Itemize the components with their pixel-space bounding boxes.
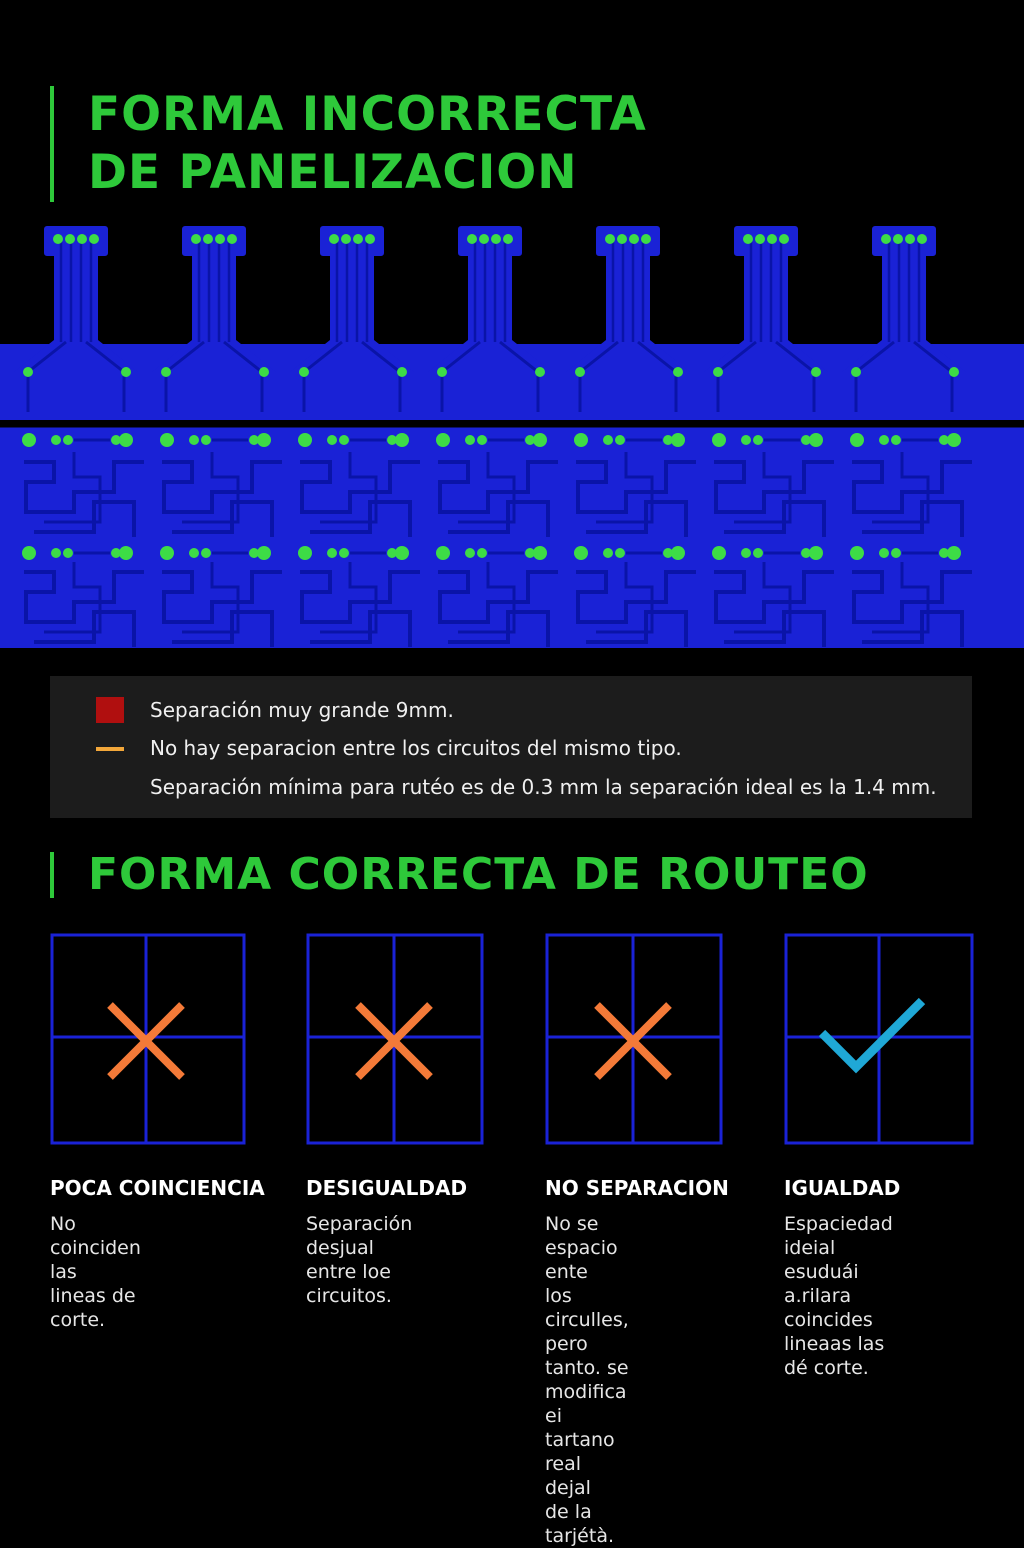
pcb-mid-strip [0, 426, 1024, 648]
card-title: DESIGUALDAD [306, 1176, 468, 1200]
pad [809, 433, 823, 447]
pad [365, 234, 375, 244]
pad [189, 435, 199, 445]
pad [743, 234, 753, 244]
legend-item-2: No hay separacion entre los circuitos del mismo tipo. [150, 736, 682, 760]
pad [535, 367, 545, 377]
pcb-module [428, 226, 552, 418]
pad [891, 548, 901, 558]
pad [22, 433, 36, 447]
pcb-module [566, 226, 690, 418]
pad [257, 546, 271, 560]
pad [712, 546, 726, 560]
pad [201, 435, 211, 445]
pad [465, 435, 475, 445]
pad [327, 435, 337, 445]
legend-box [50, 676, 972, 818]
pad [23, 367, 33, 377]
pad [574, 433, 588, 447]
pad [891, 435, 901, 445]
pad [767, 234, 777, 244]
pad [77, 234, 87, 244]
pad [160, 546, 174, 560]
red-square-marker [96, 697, 124, 723]
grid-box [306, 933, 484, 1145]
section-title-correct [50, 849, 869, 900]
legend-item-3: Separación mínima para rutéo es de 0.3 mm la separación ideal es la 1.4 mm. [150, 775, 937, 799]
pad [917, 234, 927, 244]
pad [753, 435, 763, 445]
pad [353, 234, 363, 244]
legend-item-1: Separación muy grande 9mm. [150, 698, 454, 722]
pad [947, 546, 961, 560]
title-line-2: DE PANELIZACION [88, 145, 578, 200]
pad [397, 367, 407, 377]
pad [671, 433, 685, 447]
pad [65, 234, 75, 244]
pad [298, 433, 312, 447]
pad [713, 367, 723, 377]
pad [881, 234, 891, 244]
pad [22, 546, 36, 560]
pad [629, 234, 639, 244]
pcb-top-band [0, 226, 1024, 420]
pad [51, 435, 61, 445]
pcb-module [14, 226, 138, 418]
pad [574, 546, 588, 560]
pad [329, 234, 339, 244]
pad [533, 433, 547, 447]
pad [339, 435, 349, 445]
pad [436, 433, 450, 447]
grid-box [50, 933, 246, 1145]
pad [879, 435, 889, 445]
pad [615, 548, 625, 558]
pad [257, 433, 271, 447]
pad [201, 548, 211, 558]
card-description: No coinciden las lineas de corte. [50, 1213, 141, 1331]
pad [298, 546, 312, 560]
pad [741, 435, 751, 445]
pcb-middle-band [0, 426, 1024, 648]
pad [712, 433, 726, 447]
pad [51, 548, 61, 558]
pad [503, 234, 513, 244]
pad [395, 546, 409, 560]
pad [605, 234, 615, 244]
pad [879, 548, 889, 558]
pcb-panel-illustration [0, 222, 1024, 652]
pad [615, 435, 625, 445]
pad [755, 234, 765, 244]
pad [491, 234, 501, 244]
pad [603, 435, 613, 445]
pad [119, 546, 133, 560]
orange-line-marker [96, 747, 124, 751]
pcb-module [842, 226, 966, 418]
check-icon [822, 1001, 922, 1067]
pad [477, 435, 487, 445]
grid-box [784, 933, 974, 1145]
pad [341, 234, 351, 244]
card-description: Espaciedad ideial esuduái a.rilara coincides lineaas las dé corte. [784, 1213, 893, 1379]
pad [741, 548, 751, 558]
pcb-module [704, 226, 828, 418]
pad [850, 546, 864, 560]
pcb-module [152, 226, 276, 418]
pad [617, 234, 627, 244]
pad [851, 367, 861, 377]
card-description: Separación desjual entre loe circuitos. [306, 1213, 413, 1307]
card-description: No se espacio ente los circulles, pero tanto. se modifica ei tartano real dejal de la tarjétà. [545, 1213, 629, 1547]
pad [949, 367, 959, 377]
pad [160, 433, 174, 447]
pad [671, 546, 685, 560]
pad [395, 433, 409, 447]
pad [119, 433, 133, 447]
pad [850, 433, 864, 447]
card-title: IGUALDAD [784, 1176, 901, 1200]
pad [479, 234, 489, 244]
pad [259, 367, 269, 377]
pad [533, 546, 547, 560]
pad [947, 433, 961, 447]
pad [89, 234, 99, 244]
pad [905, 234, 915, 244]
pad [203, 234, 213, 244]
pad [477, 548, 487, 558]
pad [437, 367, 447, 377]
pad [53, 234, 63, 244]
pad [673, 367, 683, 377]
pad [121, 367, 131, 377]
pad [467, 234, 477, 244]
pad [436, 546, 450, 560]
pad [779, 234, 789, 244]
pad [189, 548, 199, 558]
section2-title: FORMA CORRECTA DE ROUTEO [88, 849, 869, 900]
pad [327, 548, 337, 558]
pad [227, 234, 237, 244]
pad [575, 367, 585, 377]
grid-box [545, 933, 723, 1145]
pcb-module [290, 226, 414, 418]
section-title-incorrect [50, 86, 647, 202]
card-title: POCA COINCIENCIA [50, 1176, 265, 1200]
pad [893, 234, 903, 244]
title-line-1: FORMA INCORRECTA [88, 87, 647, 142]
pad [191, 234, 201, 244]
pad [215, 234, 225, 244]
pad [465, 548, 475, 558]
pad [339, 548, 349, 558]
pad [299, 367, 309, 377]
pad [63, 548, 73, 558]
pad [161, 367, 171, 377]
pad [603, 548, 613, 558]
pad [809, 546, 823, 560]
pad [811, 367, 821, 377]
pad [63, 435, 73, 445]
card-title: NO SEPARACION [545, 1176, 729, 1200]
pad [753, 548, 763, 558]
pad [641, 234, 651, 244]
